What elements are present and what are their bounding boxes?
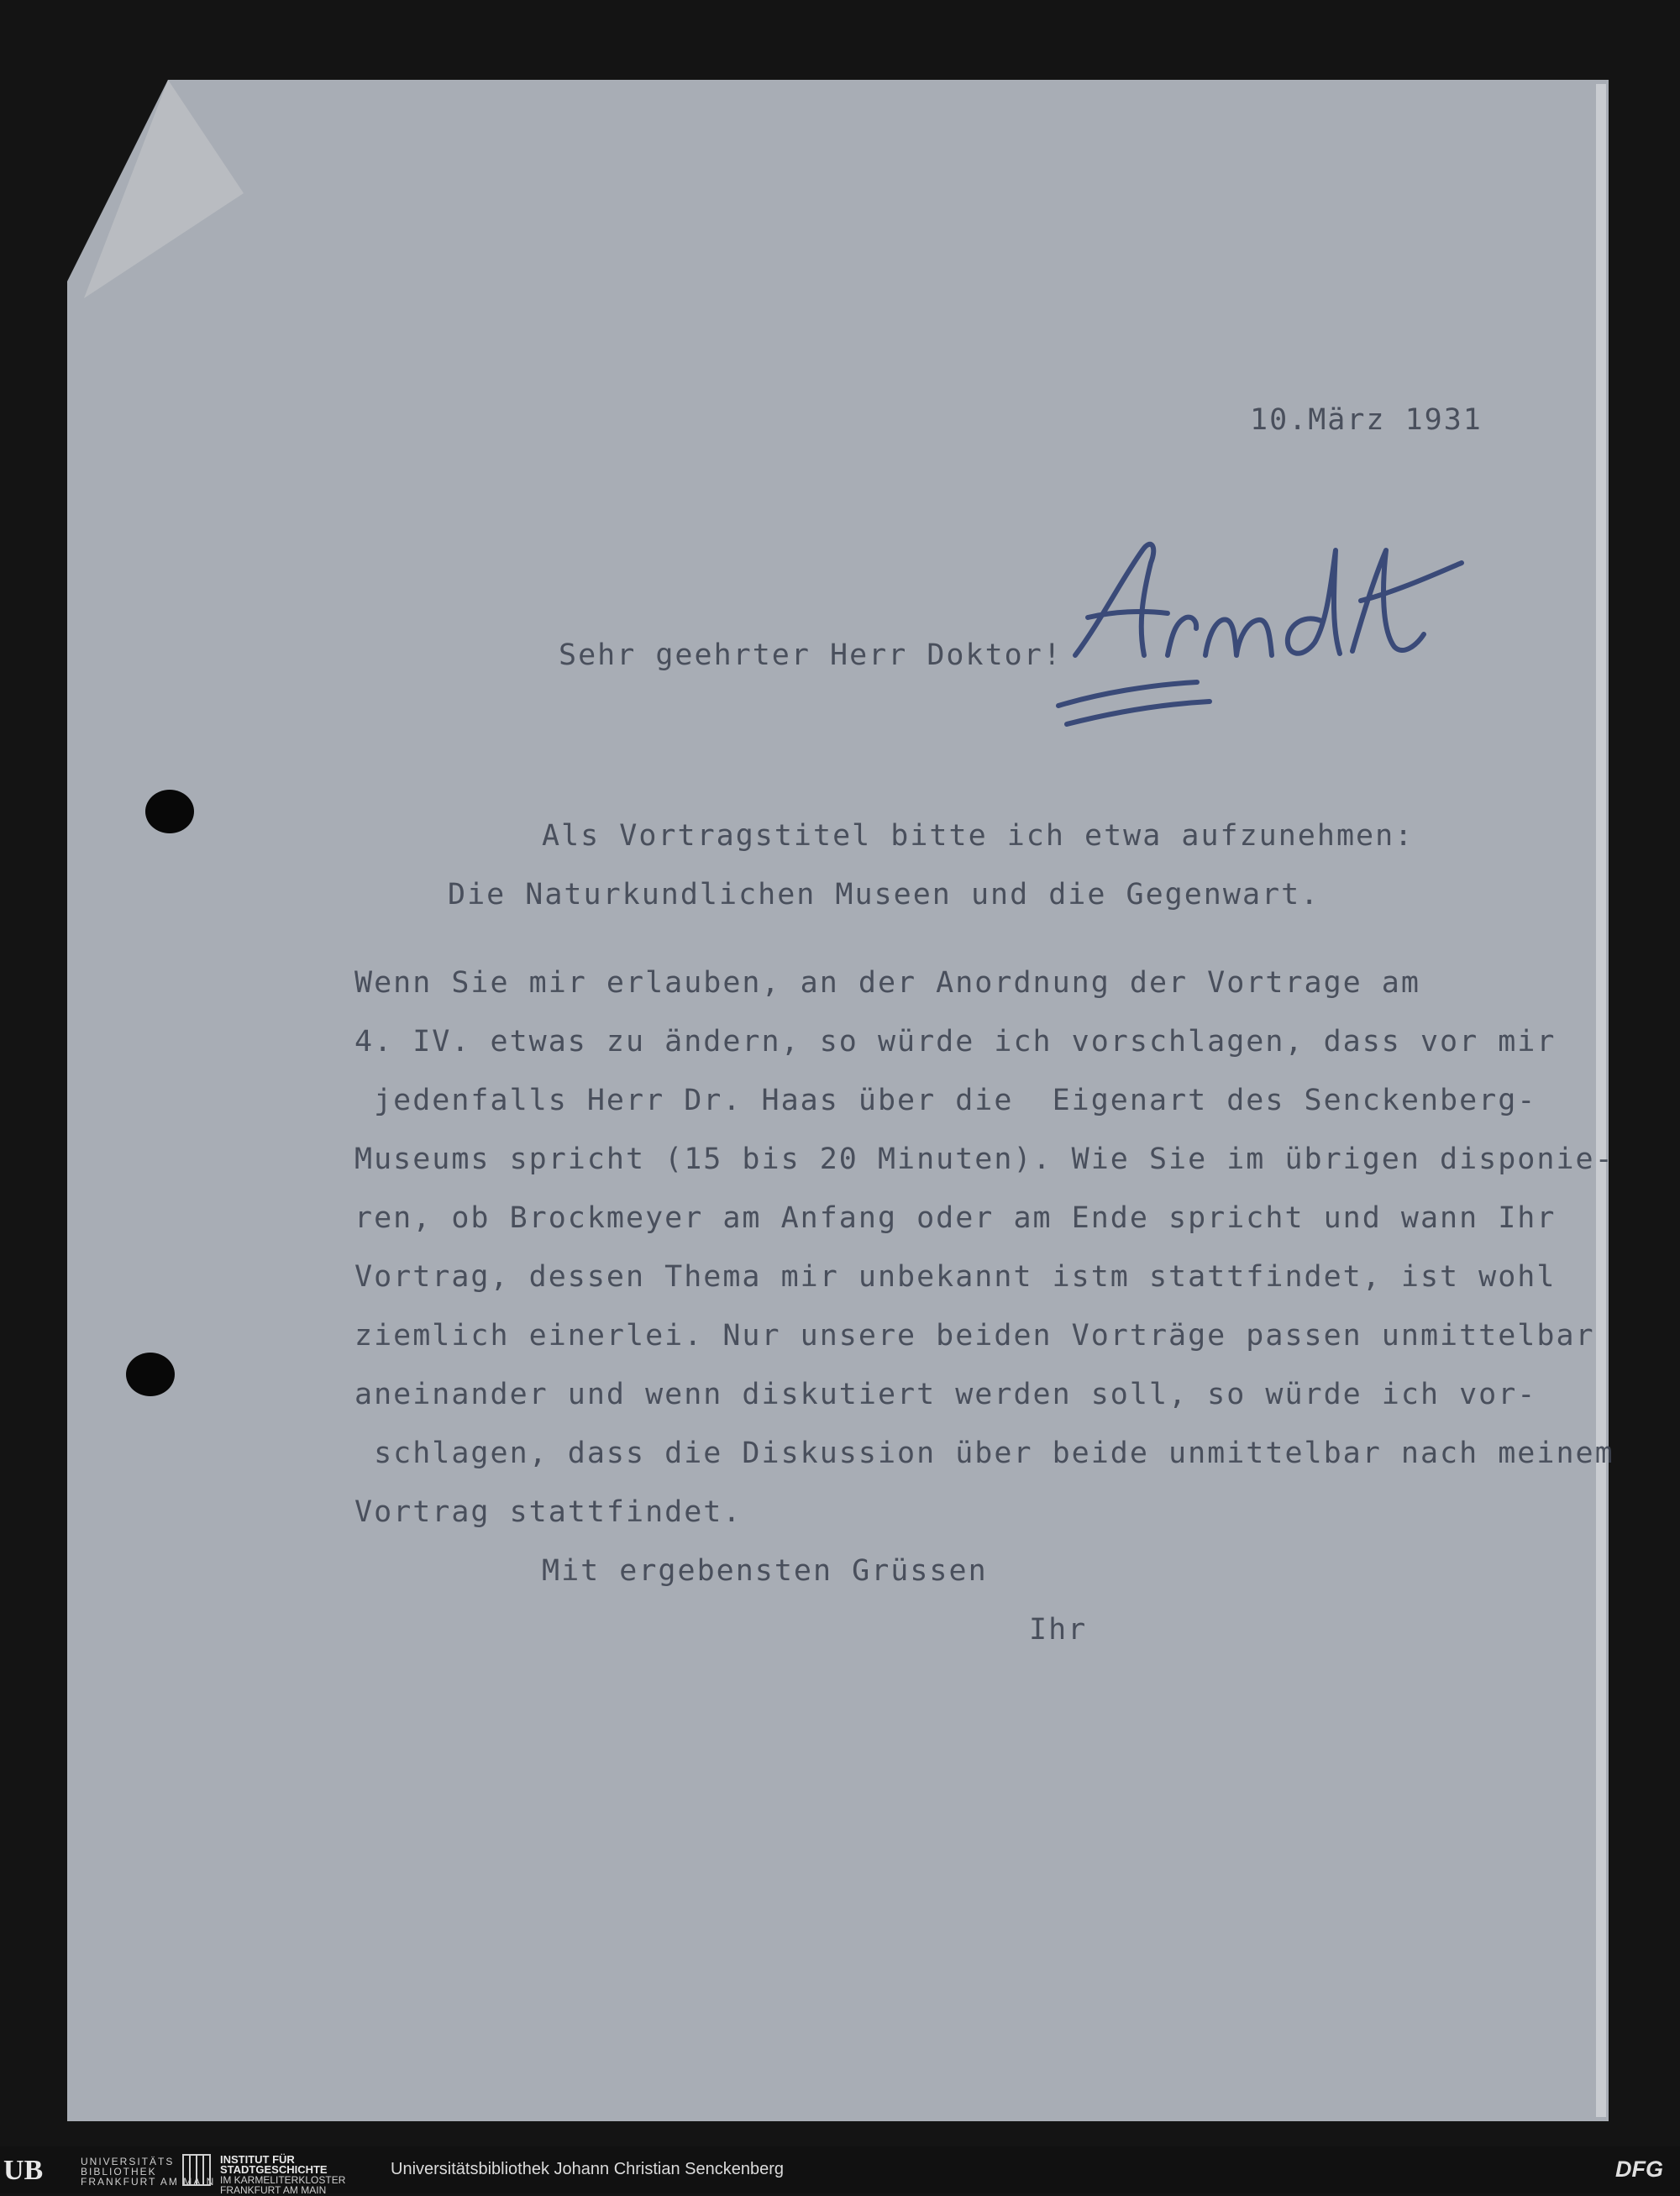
paragraph2-line6: Vortrag, dessen Thema mir unbekannt istm stattfindet, ist wohl [354,1260,1557,1294]
punch-hole-bottom [126,1353,175,1396]
punch-hole-top [145,790,194,833]
closing: Mit ergebensten Grüssen [542,1554,988,1588]
paragraph2-line4: Museums spricht (15 bis 20 Minuten). Wie Sie im übrigen disponie- [354,1143,1614,1176]
footer-bar [0,2146,1680,2196]
paper-edge [1596,84,1606,2117]
paragraph1-line2: Die Naturkundlichen Museen und die Gegenwart. [448,878,1320,911]
salutation: Sehr geehrter Herr Doktor! [559,638,1063,672]
isg-logo-text: INSTITUT FÜR STADTGESCHICHTE IM KARMELITERKLOSTER FRANKFURT AM MAIN [220,2153,346,2196]
signoff: Ihr [1029,1613,1088,1647]
library-credit: Universitätsbibliothek Johann Christian Senckenberg [391,2160,785,2178]
dfg-logo: DFG [1615,2157,1663,2182]
isg-logo-icon [181,2151,213,2188]
paragraph2-line8: aneinander und wenn diskutiert werden soll, so würde ich vor- [354,1378,1537,1411]
paragraph2-line1: Wenn Sie mir erlauben, an der Anordnung der Vortrage am [354,966,1420,1000]
paragraph2-line5: ren, ob Brockmeyer am Anfang oder am Ende spricht und wann Ihr [354,1201,1557,1235]
paragraph2-line10: Vortrag stattfindet. [354,1495,743,1529]
paragraph2-line7: ziemlich einerlei. Nur unsere beiden Vorträge passen unmittelbar [354,1319,1595,1353]
ub-logo-text: UNIVERSITÄTS BIBLIOTHEK FRANKFURT AM MAIN [81,2156,216,2188]
paragraph2-line9: schlagen, dass die Diskussion über beide unmittelbar nach meinem [354,1437,1614,1470]
paragraph1-line1: Als Vortragstitel bitte ich etwa aufzunehmen: [542,819,1415,853]
handwritten-signature-arndt [1042,529,1478,731]
letter-date: 10.März 1931 [1250,403,1483,437]
paragraph2-line3: jedenfalls Herr Dr. Haas über die Eigenart des Senckenberg- [354,1084,1537,1117]
ub-logo: UB [3,2155,44,2186]
paragraph2-line2: 4. IV. etwas zu ändern, so würde ich vorschlagen, dass vor mir [354,1025,1557,1059]
